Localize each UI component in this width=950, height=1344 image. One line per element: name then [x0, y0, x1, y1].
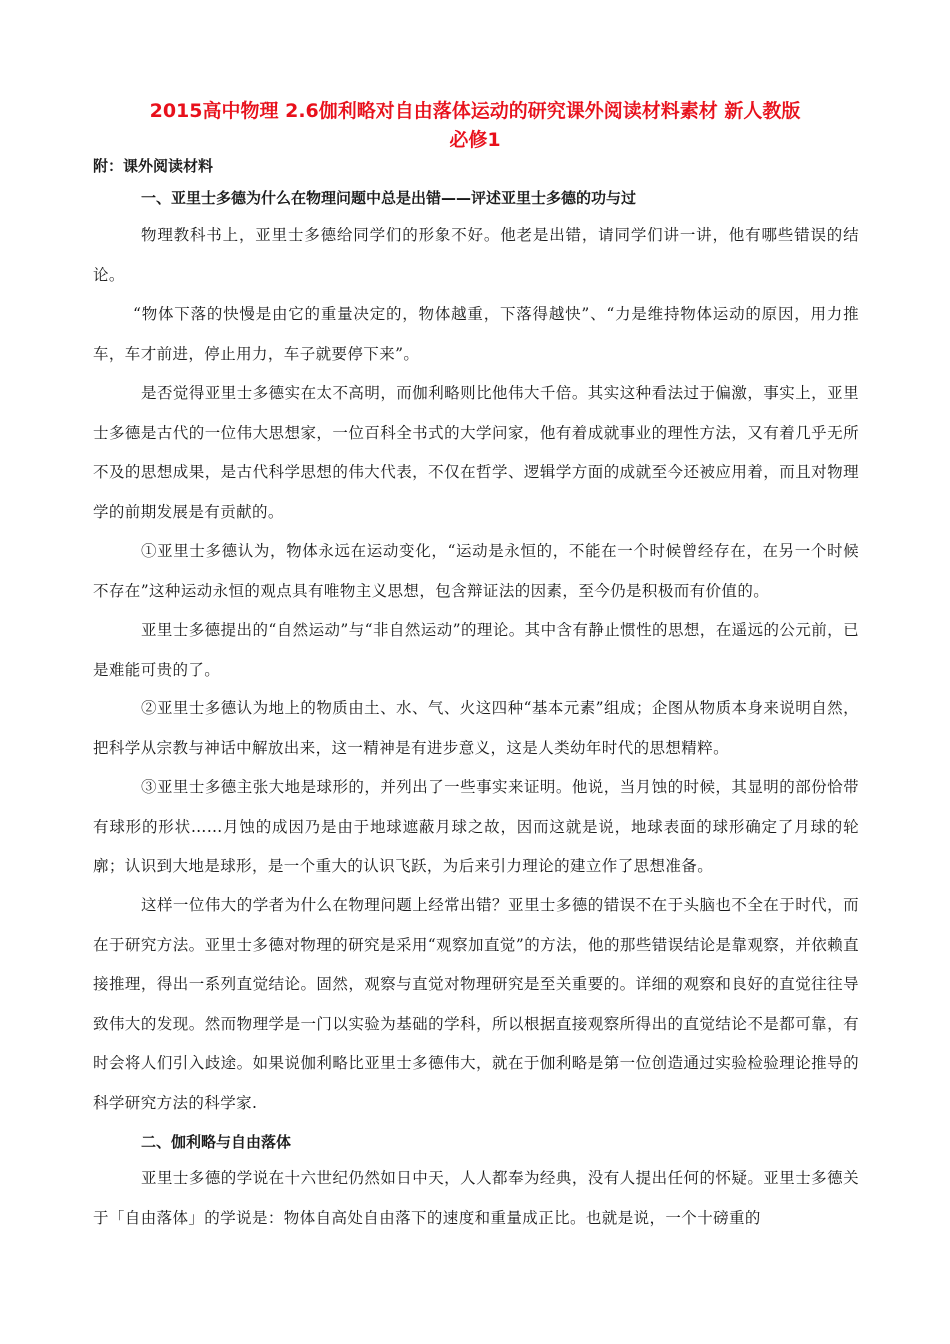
paragraph: 是否觉得亚里士多德实在太不高明，而伽利略则比他伟大千倍。其实这种看法过于偏激，事实上，亚里士多德是古代的一位伟大思想家，一位百科全书式的大学问家，他有着成就事业的理性方法，又有着几乎无所不及的思想成果，是古代科学思想的伟大代表，不仅在哲学、逻辑学方面的成就至今还被应用着，而且对物理学的前期发展是有贡献的。 [93, 384, 859, 521]
paragraph: ②亚里士多德认为地上的物质由土、水、气、火这四种“基本元素”组成；企图从物质本身来说明自然，把科学从宗教与神话中解放出来，这一精神是有进步意义，这是人类幼年时代的思想精粹。 [93, 699, 859, 757]
appendix-label: 附：课外阅读材料 [93, 157, 214, 175]
paragraph: 这样一位伟大的学者为什么在物理问题上经常出错？亚里士多德的错误不在于头脑也不全在于时代，而在于研究方法。亚里士多德对物理的研究是采用“观察加直觉”的方法，他的那些错误结论是靠观察，并依赖直接推理，得出一系列直觉结论。固然，观察与直觉对物理研究是至关重要的。详细的观察和良好的直觉往往导致伟大的发现。然而物理学是一门以实验为基础的学科，所以根据直接观察所得出的直觉结论不是都可靠，有时会将人们引入歧途。如果说伽利略比亚里士多德伟大，就在于伽利略是第一位创造通过实验检验理论推导的科学研究方法的科学家. [93, 896, 859, 1112]
paragraph: 亚里士多德的学说在十六世纪仍然如日中天，人人都奉为经典，没有人提出任何的怀疑。亚里士多德关于「自由落体」的学说是：物体自高处自由落下的速度和重量成正比。也就是说，一个十磅重的 [93, 1169, 859, 1227]
document-title-line-2: 必修1 [449, 129, 501, 151]
paragraph: “物体下落的快慢是由它的重量决定的，物体越重，下落得越快”、“力是维持物体运动的原因，用力推车，车才前进，停止用力，车子就要停下来”。 [93, 305, 859, 363]
section-1-heading: 一、亚里士多德为什么在物理问题中总是出错——评述亚里士多德的功与过 [141, 189, 637, 207]
paragraph: ③亚里士多德主张大地是球形的，并列出了一些事实来证明。他说，当月蚀的时候，其显明的部份恰带有球形的形状……月蚀的成因乃是由于地球遮蔽月球之故，因而这就是说，地球表面的球形确定了月球的轮廓；认识到大地是球形，是一个重大的认识飞跃，为后来引力理论的建立作了思想准备。 [93, 778, 859, 875]
section-2-heading: 二、伽利略与自由落体 [141, 1133, 292, 1151]
paragraph: ①亚里士多德认为，物体永远在运动变化，“运动是永恒的，不能在一个时候曾经存在，在另一个时候不存在”这种运动永恒的观点具有唯物主义思想，包含辩证法的因素，至今仍是积极而有价值的。 [93, 542, 859, 600]
paragraph: 亚里士多德提出的“自然运动”与“非自然运动”的理论。其中含有静止惯性的思想，在遥远的公元前，已是难能可贵的了。 [93, 621, 859, 679]
document-title-line-1: 2015高中物理 2.6伽利略对自由落体运动的研究课外阅读材料素材 新人教版 [149, 100, 801, 122]
paragraph: 物理教科书上，亚里士多德给同学们的形象不好。他老是出错，请同学们讲一讲，他有哪些错误的结论。 [93, 226, 859, 284]
